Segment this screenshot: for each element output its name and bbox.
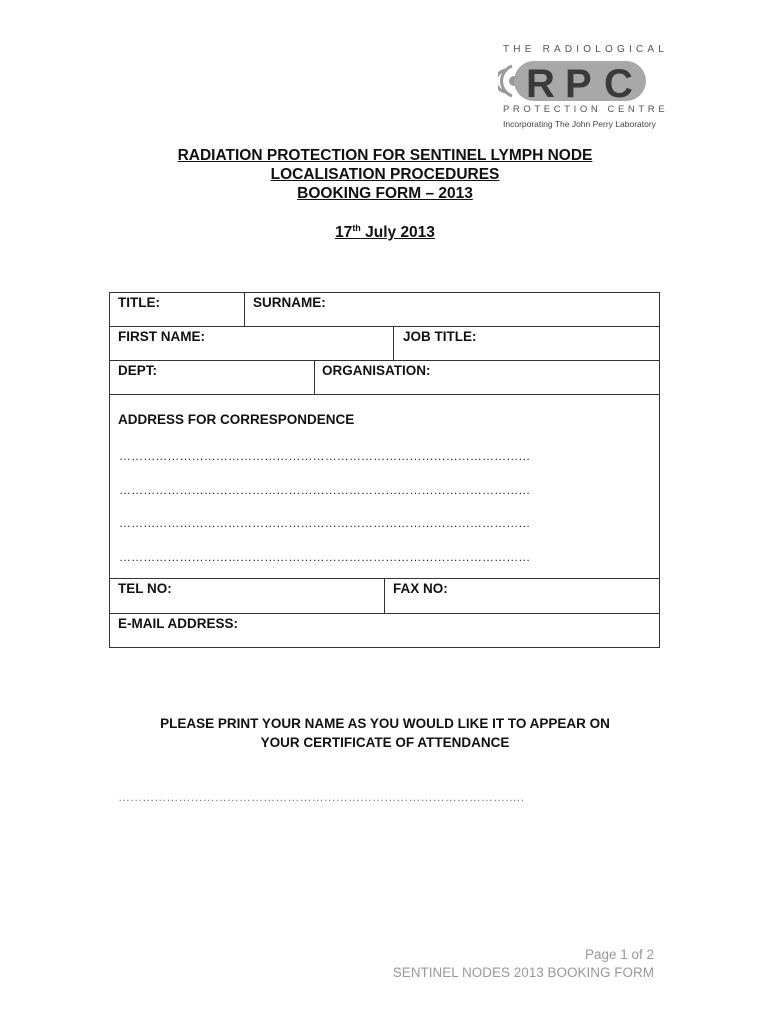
address-line[interactable]: ………………………………………………………………………………………… bbox=[119, 516, 531, 530]
form-divider bbox=[244, 293, 245, 326]
address-line[interactable]: ………………………………………………………………………………………… bbox=[119, 449, 531, 463]
dept-field[interactable]: DEPT: bbox=[118, 363, 158, 378]
form-row-address bbox=[110, 395, 659, 579]
heading-line-2: LOCALISATION PROCEDURES bbox=[270, 166, 500, 183]
title-field[interactable]: TITLE: bbox=[118, 295, 160, 310]
form-row-dept-organisation bbox=[110, 361, 659, 395]
heading-line-3: BOOKING FORM – 2013 bbox=[297, 185, 473, 202]
page-number: Page 1 of 2 bbox=[584, 947, 654, 962]
first-name-field[interactable]: FIRST NAME: bbox=[118, 329, 205, 344]
fax-field[interactable]: FAX NO: bbox=[393, 581, 448, 596]
rpc-logo bbox=[498, 40, 669, 132]
heading-line-1: RADIATION PROTECTION FOR SENTINEL LYMPH NODE bbox=[177, 147, 593, 164]
surname-field[interactable]: SURNAME: bbox=[253, 295, 326, 310]
address-line[interactable]: ………………………………………………………………………………………… bbox=[119, 550, 531, 564]
logo-line-radiological: THE RADIOLOGICAL bbox=[503, 44, 668, 55]
job-title-field[interactable]: JOB TITLE: bbox=[403, 329, 477, 344]
logo-line-protection-centre: PROTECTION CENTRE bbox=[503, 104, 669, 115]
form-divider bbox=[384, 579, 385, 613]
rpc-logo-mark bbox=[498, 58, 648, 104]
date-rest: July 2013 bbox=[360, 224, 435, 241]
form-divider bbox=[393, 327, 394, 360]
tel-field[interactable]: TEL NO: bbox=[118, 581, 172, 596]
address-line[interactable]: ………………………………………………………………………………………… bbox=[119, 483, 531, 497]
print-name-notice-line-1: PLEASE PRINT YOUR NAME AS YOU WOULD LIKE IT TO APPEAR ON bbox=[160, 716, 610, 731]
form-row-title-surname bbox=[110, 293, 659, 327]
logo-letter-c: C bbox=[604, 62, 633, 104]
logo-line-incorporating: Incorporating The John Perry Laboratory bbox=[503, 119, 656, 129]
form-divider bbox=[314, 361, 315, 394]
address-label: ADDRESS FOR CORRESPONDENCE bbox=[118, 412, 355, 427]
date-day: 17 bbox=[335, 224, 353, 241]
print-name-notice-line-2: YOUR CERTIFICATE OF ATTENDANCE bbox=[260, 735, 510, 750]
date-suffix: th bbox=[352, 223, 361, 233]
email-field[interactable]: E-MAIL ADDRESS: bbox=[118, 616, 239, 631]
booking-form bbox=[109, 292, 660, 648]
form-row-firstname-jobtitle bbox=[110, 327, 659, 361]
certificate-name-line[interactable]: …………………………………………………………………………………….…. bbox=[118, 790, 525, 804]
course-date bbox=[0, 224, 770, 242]
form-row-email bbox=[110, 614, 659, 647]
logo-letter-r: R bbox=[526, 62, 555, 104]
logo-letter-p: P bbox=[565, 62, 592, 104]
document-footer-title: SENTINEL NODES 2013 BOOKING FORM bbox=[392, 965, 654, 980]
organisation-field[interactable]: ORGANISATION: bbox=[322, 363, 431, 378]
form-row-tel-fax bbox=[110, 579, 659, 614]
